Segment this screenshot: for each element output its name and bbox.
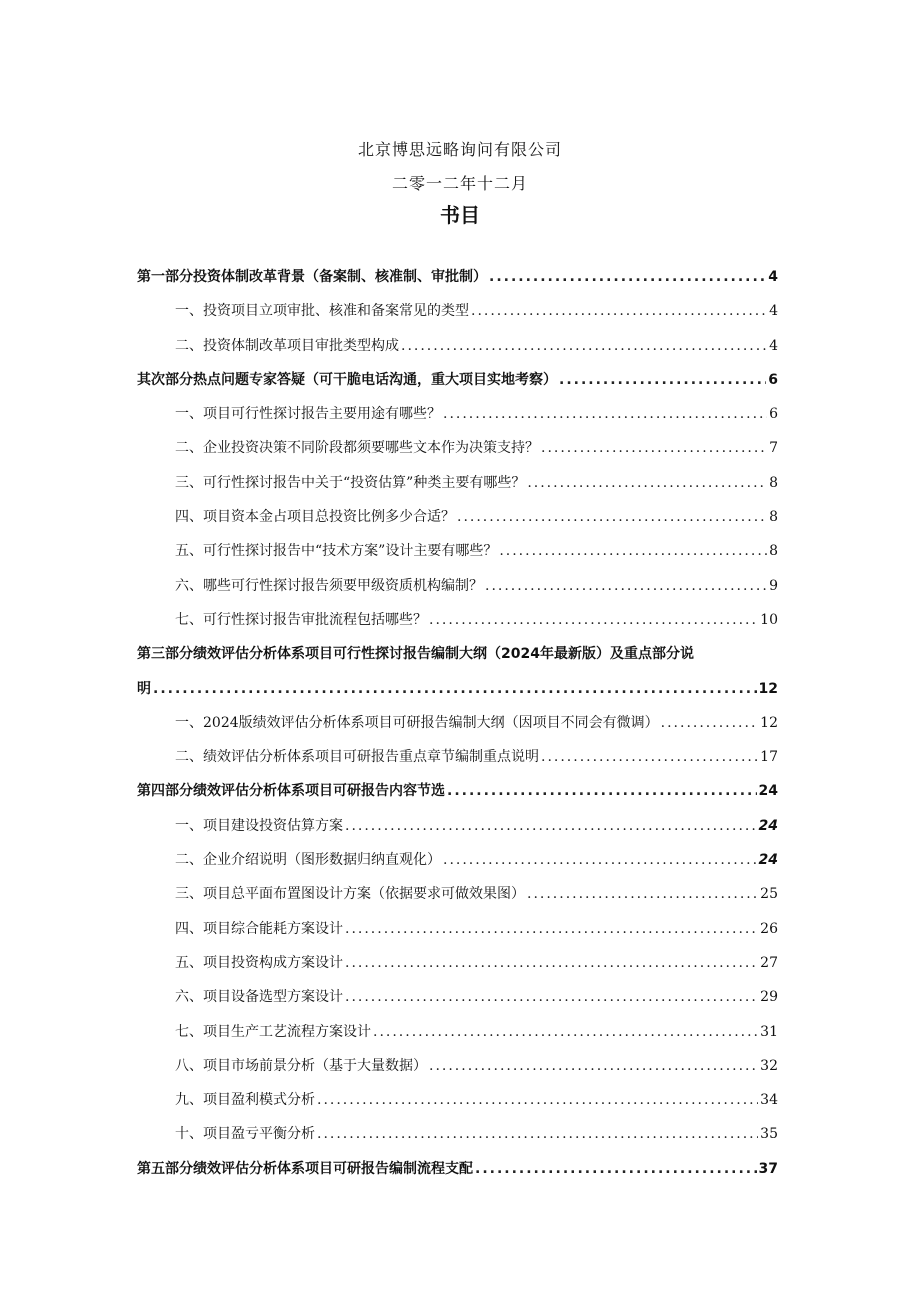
- toc-leader-dots: [429, 1049, 758, 1083]
- toc-entry-title: 二、企业介绍说明（图形数据归纳直观化）: [175, 852, 441, 869]
- toc-page-number: 7: [769, 440, 778, 457]
- toc-entry-section[interactable]: [137, 569, 778, 603]
- toc-entry-title: 五、项目投资构成方案设计: [175, 954, 343, 971]
- toc-page-number: 8: [769, 474, 778, 491]
- toc-page-number: 4: [769, 337, 778, 354]
- toc-entry-section[interactable]: [137, 946, 778, 980]
- toc-page-number: 6: [769, 406, 778, 423]
- toc-entry-title: 一、项目建设投资估算方案: [175, 817, 343, 834]
- toc-entry-title: 八、项目市场前景分析（基于大量数据）: [175, 1057, 427, 1074]
- toc-heading: 书目: [440, 203, 480, 227]
- table-of-contents: [137, 260, 778, 1186]
- toc-entry-section[interactable]: [137, 603, 778, 637]
- toc-entry-section[interactable]: [137, 397, 778, 431]
- toc-entry-section[interactable]: [137, 740, 778, 774]
- toc-page-number: 24: [758, 817, 778, 834]
- toc-page-number: 26: [760, 920, 778, 937]
- toc-page-number: 24: [758, 852, 778, 869]
- toc-leader-dots: [499, 534, 767, 568]
- toc-page-number: 9: [769, 577, 778, 594]
- toc-leader-dots: [345, 912, 758, 946]
- toc-entry-title: 五、可行性探讨报告中“技术方案”设计主要有哪些？: [175, 543, 498, 560]
- toc-entry-title: 明: [137, 680, 151, 697]
- toc-page-number: 17: [760, 749, 778, 766]
- toc-leader-dots: [153, 672, 757, 706]
- toc-entry-title: 第一部分投资体制改革背景（备案制、核准制、审批制）: [137, 269, 487, 285]
- document-date: 二零一二年十二月: [391, 174, 528, 193]
- toc-entry-part[interactable]: [137, 363, 778, 397]
- toc-entry-title: 一、2024版绩效评估分析体系项目可研报告编制大纲（因项目不同会有微调）: [175, 714, 659, 731]
- toc-leader-dots: [559, 363, 766, 397]
- toc-page-number: 34: [760, 1092, 778, 1109]
- toc-entry-title: 九、项目盈利模式分析: [175, 1092, 315, 1109]
- toc-leader-dots: [317, 1117, 758, 1151]
- toc-entry-title: 三、项目总平面布置图设计方案（依据要求可做效果图）: [175, 886, 525, 903]
- toc-page-number: 10: [760, 611, 778, 628]
- toc-page-number: 25: [760, 886, 778, 903]
- toc-entry-title: 第三部分绩效评估分析体系项目可行性探讨报告编制大纲（2024年最新版）及重点部分说: [137, 646, 694, 663]
- toc-leader-dots: [527, 877, 758, 911]
- toc-entry-section[interactable]: [137, 809, 778, 843]
- toc-entry-title: 第四部分绩效评估分析体系项目可研报告内容节选: [137, 783, 445, 800]
- toc-leader-dots: [443, 397, 767, 431]
- toc-entry-section[interactable]: [137, 877, 778, 911]
- toc-entry-title: 四、项目综合能耗方案设计: [175, 920, 343, 937]
- toc-page-number: 27: [760, 954, 778, 971]
- toc-leader-dots: [447, 774, 757, 808]
- toc-page-number: 4: [768, 269, 778, 285]
- toc-page-number: 8: [769, 543, 778, 560]
- toc-leader-dots: [317, 1083, 758, 1117]
- toc-page-number: 12: [760, 714, 778, 731]
- toc-leader-dots: [373, 1015, 758, 1049]
- toc-entry-title: 一、项目可行性探讨报告主要用途有哪些？: [175, 406, 441, 423]
- toc-leader-dots: [661, 706, 759, 740]
- toc-entry-section[interactable]: [137, 466, 778, 500]
- toc-leader-dots: [527, 466, 767, 500]
- toc-entry-section[interactable]: [137, 980, 778, 1014]
- company-name: 北京博思远略询问有限公司: [357, 140, 562, 159]
- toc-entry-section[interactable]: [137, 329, 778, 363]
- toc-entry-part[interactable]: [137, 672, 778, 706]
- toc-entry-part[interactable]: [137, 1152, 778, 1186]
- toc-entry-title: 一、投资项目立项审批、核准和备案常见的类型: [175, 303, 469, 320]
- toc-page-number: 35: [760, 1126, 778, 1143]
- toc-leader-dots: [541, 431, 767, 465]
- toc-leader-dots: [489, 260, 766, 294]
- toc-entry-section[interactable]: [137, 431, 778, 465]
- toc-leader-dots: [345, 809, 757, 843]
- toc-entry-section[interactable]: [137, 1015, 778, 1049]
- toc-entry-section[interactable]: [137, 1049, 778, 1083]
- toc-entry-section[interactable]: [137, 1083, 778, 1117]
- toc-entry-part[interactable]: [137, 774, 778, 808]
- toc-entry-section[interactable]: [137, 706, 778, 740]
- toc-page-number: 8: [769, 509, 778, 526]
- toc-page-number: 4: [769, 303, 778, 320]
- toc-entry-title: 第五部分绩效评估分析体系项目可研报告编制流程支配: [137, 1160, 473, 1177]
- toc-page-number: 24: [758, 783, 778, 800]
- toc-entry-title: 三、可行性探讨报告中关于“投资估算”种类主要有哪些？: [175, 474, 526, 491]
- toc-leader-dots: [541, 740, 758, 774]
- toc-entry-title: 七、项目生产工艺流程方案设计: [175, 1023, 371, 1040]
- toc-entry-part[interactable]: [137, 637, 778, 671]
- toc-entry-title: 其次部分热点问题专家答疑（可干脆电话沟通，重大项目实地考察）: [137, 371, 557, 388]
- toc-page-number: 32: [760, 1057, 778, 1074]
- toc-leader-dots: [485, 569, 767, 603]
- toc-leader-dots: [345, 946, 758, 980]
- toc-leader-dots: [401, 329, 767, 363]
- toc-entry-title: 二、投资体制改革项目审批类型构成: [175, 337, 399, 354]
- toc-entry-part[interactable]: [137, 260, 778, 294]
- toc-page-number: 37: [758, 1160, 778, 1177]
- toc-page-number: 12: [758, 680, 778, 697]
- toc-page-number: 31: [760, 1023, 778, 1040]
- toc-entry-section[interactable]: [137, 294, 778, 328]
- toc-leader-dots: [443, 843, 757, 877]
- toc-leader-dots: [475, 1152, 757, 1186]
- toc-entry-title: 六、哪些可行性探讨报告须要甲级资质机构编制？: [175, 577, 483, 594]
- toc-leader-dots: [429, 603, 758, 637]
- toc-entry-title: 二、企业投资决策不同阶段都须要哪些文本作为决策支持？: [175, 440, 539, 457]
- toc-entry-section[interactable]: [137, 1117, 778, 1151]
- toc-entry-section[interactable]: [137, 534, 778, 568]
- toc-leader-dots: [345, 980, 758, 1014]
- toc-leader-dots: [471, 294, 767, 328]
- toc-entry-section[interactable]: [137, 912, 778, 946]
- toc-entry-title: 六、项目设备选型方案设计: [175, 989, 343, 1006]
- toc-entry-title: 七、可行性探讨报告审批流程包括哪些？: [175, 611, 427, 628]
- toc-page-number: 6: [768, 371, 778, 388]
- toc-page-number: 29: [760, 989, 778, 1006]
- toc-leader-dots: [457, 500, 767, 534]
- toc-entry-title: 四、项目资本金占项目总投资比例多少合适？: [175, 509, 455, 526]
- toc-entry-title: 二、绩效评估分析体系项目可研报告重点章节编制重点说明: [175, 749, 539, 766]
- toc-entry-section[interactable]: [137, 843, 778, 877]
- toc-entry-section[interactable]: [137, 500, 778, 534]
- toc-entry-title: 十、项目盈亏平衡分析: [175, 1126, 315, 1143]
